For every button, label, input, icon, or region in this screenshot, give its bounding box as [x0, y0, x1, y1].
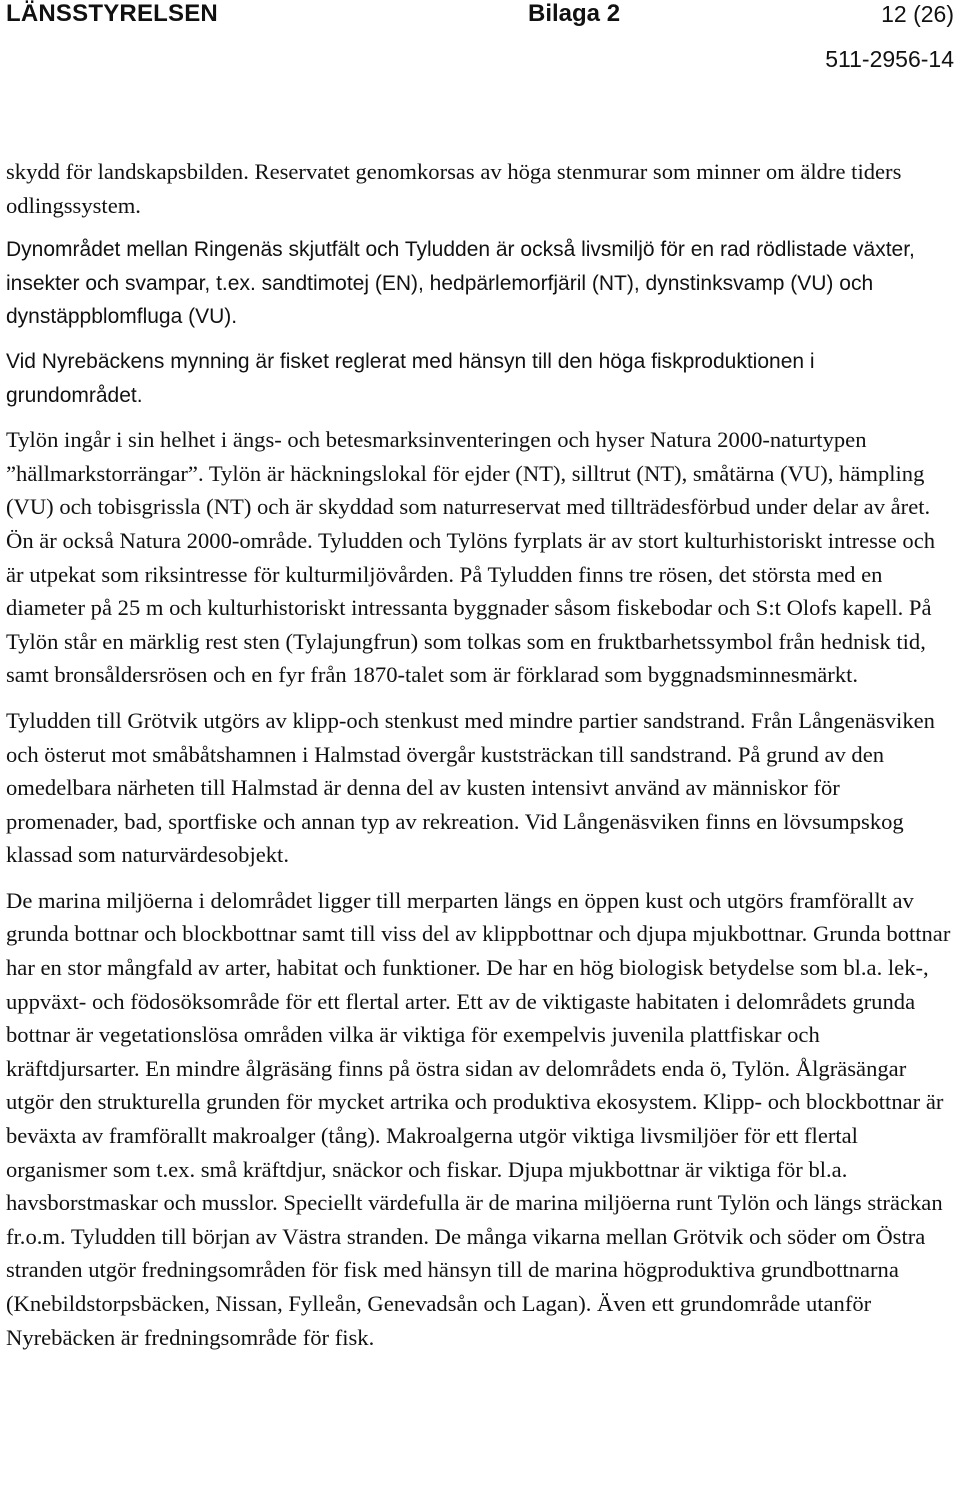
page-header	[0, 0, 960, 90]
paragraph-landscape: skydd för landskapsbilden. Reservatet genomkorsas av höga stenmurar som minner om äldre tiders odlingssystem.	[6, 159, 902, 218]
paragraph-tylon: Tylön ingår i sin helhet i ängs- och betesmarksinventeringen och hyser Natura 2000-naturtypen ”hällmarkstorrängar”. Tylön är häckningslokal för ejder (NT), silltrut (NT), småtärna (VU), hämpling (VU) och tobisgrissla (NT) och är skyddad som naturreservat med tillträdesförbud under delar av året. Ön är också Natura 2000-område. Tyludden och Tylöns fyrplats är av stort kulturhistoriskt intresse och är utpekat som riksintresse för kulturmiljövården. På Tyludden finns tre rösen, det största med en diameter på 25 m och kulturhistoriskt intressanta byggnader såsom fiskebodar och S:t Olofs kapell. På Tylön står en märklig rest sten (Tylajungfrun) som tolkas som en fruktbarhetssymbol från hednisk tid, samt bronsåldersrösen och en fyr från 1870-talet som är förklarad som byggnadsminnesmärkt.	[6, 427, 936, 688]
paragraph-dune-area: Dynområdet mellan Ringenäs skjutfält och Tyludden är också livsmiljö för en rad rödlistade växter, insekter och svampar, t.ex. sandtimotej (EN), hedpärlemorfjäril (NT), dynstinksvamp (VU) och dynstäppblomfluga (VU).	[6, 238, 915, 329]
appendix-label: Bilaga 2	[528, 0, 621, 27]
document-body	[6, 155, 954, 1368]
organization-name: LÄNSSTYRELSEN	[6, 0, 218, 27]
paragraph-coast-grotvik: Tyludden till Grötvik utgörs av klipp-och stenkust med mindre partier sandstrand. Från Långenäsviken och österut mot småbåtshamnen i Halmstad övergår kuststräckan till sandstrand. På grund av den omedelbara närheten till Halmstad är denna del av kusten intensivt använd av människor för promenader, bad, sportfiske och annan typ av rekreation. Vid Långenäsviken finns en lövsumpskog klassad som naturvärdesobjekt.	[6, 707, 935, 868]
page-number: 12 (26)	[881, 1, 954, 27]
document-reference: 511-2956-14	[825, 46, 954, 72]
paragraph-fishing-rules: Vid Nyrebäckens mynning är fisket reglerat med hänsyn till den höga fiskproduktionen i grundområdet.	[6, 349, 815, 407]
paragraph-marine-environments: De marina miljöerna i delområdet ligger till merparten längs en öppen kust och utgörs framförallt av grunda bottnar och blockbottnar samt till viss del av klippbottnar och djupa mjukbottnar. Grunda bottnar har en stor mångfald av arter, habitat och funktioner. De har en hög biologisk betydelse som bl.a. lek-, uppväxt- och födosöksområde för ett flertal arter. Ett av de viktigaste habitaten i delområdets grunda bottnar är vegetationslösa områden vilka är viktiga för exempelvis juvenila plattfiskar och kräftdjursarter. En mindre ålgräsäng finns på östra sidan av delområdets enda ö, Tylön. Ålgräsängar utgör den strukturella grunden för mycket artrika och produktiva ekosystem. Klipp- och blockbottnar är beväxta av framförallt makroalger (tång). Makroalgerna utgör viktiga livsmiljöer för ett flertal organismer som t.ex. små kräftdjur, snäckor och fiskar. Djupa mjukbottnar är viktiga för bl.a. havsborstmaskar och musslor. Speciellt värdefulla är de marina miljöerna runt Tylön och längs sträckan fr.o.m. Tyludden till början av Västra stranden. De många vikarna mellan Grötvik och söder om Östra stranden utgör fredningsområden för fisk med hänsyn till de marina högproduktiva grundbottnarna (Knebildstorpsbäcken, Nissan, Fylleån, Genevadsån och Lagan). Även ett grundområde utanför Nyrebäcken är fredningsområde för fisk.	[6, 887, 951, 1350]
